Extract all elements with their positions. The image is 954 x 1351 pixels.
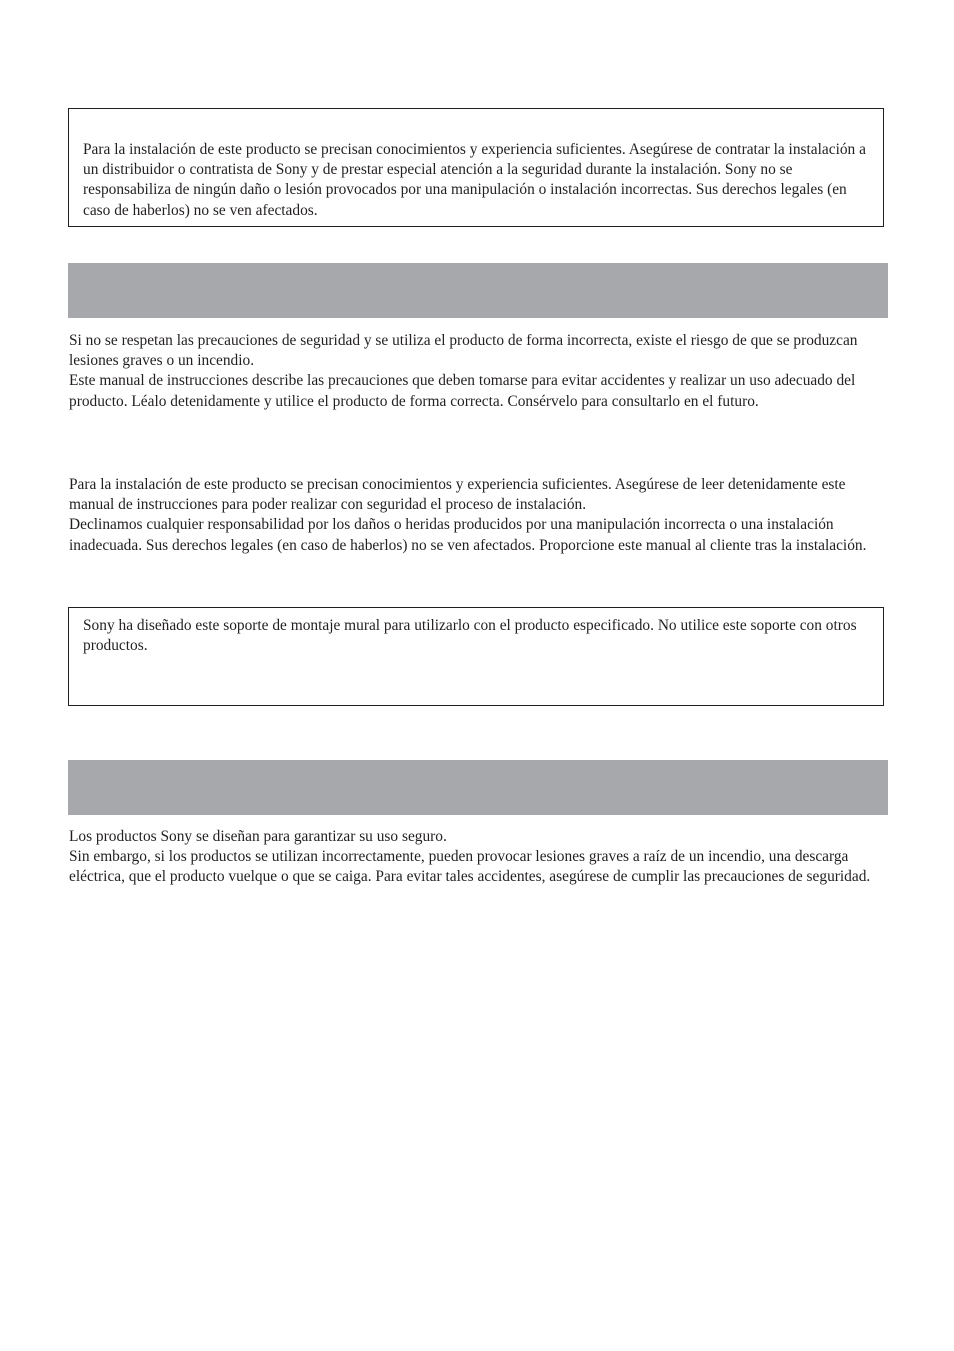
section-header-band-1 xyxy=(68,263,888,318)
installer-paragraph-1: Para la instalación de este producto se precisan conocimientos y experiencia suficientes. Asegúrese de leer detenidamente este manual de instrucciones para poder realizar con seguridad el proceso de instalación. xyxy=(69,476,846,514)
compatibility-notice-box xyxy=(68,607,884,706)
compatibility-notice-text: Sony ha diseñado este soporte de montaje mural para utilizarlo con el producto especificado. No utilice este soporte con otros productos. xyxy=(83,617,857,655)
warning-paragraph-1: Si no se respetan las precauciones de seguridad y se utiliza el producto de forma incorrecta, existe el riesgo de que se produzcan lesiones graves o un incendio. xyxy=(69,332,858,370)
installation-notice-box xyxy=(68,108,884,227)
installation-notice-text: Para la instalación de este producto se precisan conocimientos y experiencia suficientes. Asegúrese de contratar la instalación a un distribuidor o contratista de Sony y de prestar especial atención a la seguridad durante la instalación. Sony no se responsabiliza de ningún daño o lesión provocados por una manipulación o instalación incorrectas. Sus derechos legales (en caso de haberlos) no se ven afectados. xyxy=(83,141,866,219)
safety-paragraph-1: Los productos Sony se diseñan para garantizar su uso seguro. xyxy=(69,828,447,845)
installer-paragraph-block xyxy=(69,475,885,556)
section-header-band-2 xyxy=(68,760,888,815)
safety-paragraph-2: Sin embargo, si los productos se utilizan incorrectamente, pueden provocar lesiones graves a raíz de un incendio, una descarga eléctrica, que el producto vuelque o que se caiga. Para evitar tales accidentes, asegúrese de cumplir las precauciones de seguridad. xyxy=(69,848,871,886)
warning-paragraph-2: Este manual de instrucciones describe las precauciones que deben tomarse para evitar accidentes y realizar un uso adecuado del producto. Léalo detenidamente y utilice el producto de forma correcta. Consérvelo para consultarlo en el futuro. xyxy=(69,372,856,410)
safety-paragraph-block xyxy=(69,827,885,888)
warning-paragraph-block xyxy=(69,331,885,412)
installer-paragraph-2: Declinamos cualquier responsabilidad por los daños o heridas producidos por una manipulación incorrecta o una instalación inadecuada. Sus derechos legales (en caso de haberlos) no se ven afectados. Proporcione este manual al cliente tras la instalación. xyxy=(69,516,867,554)
